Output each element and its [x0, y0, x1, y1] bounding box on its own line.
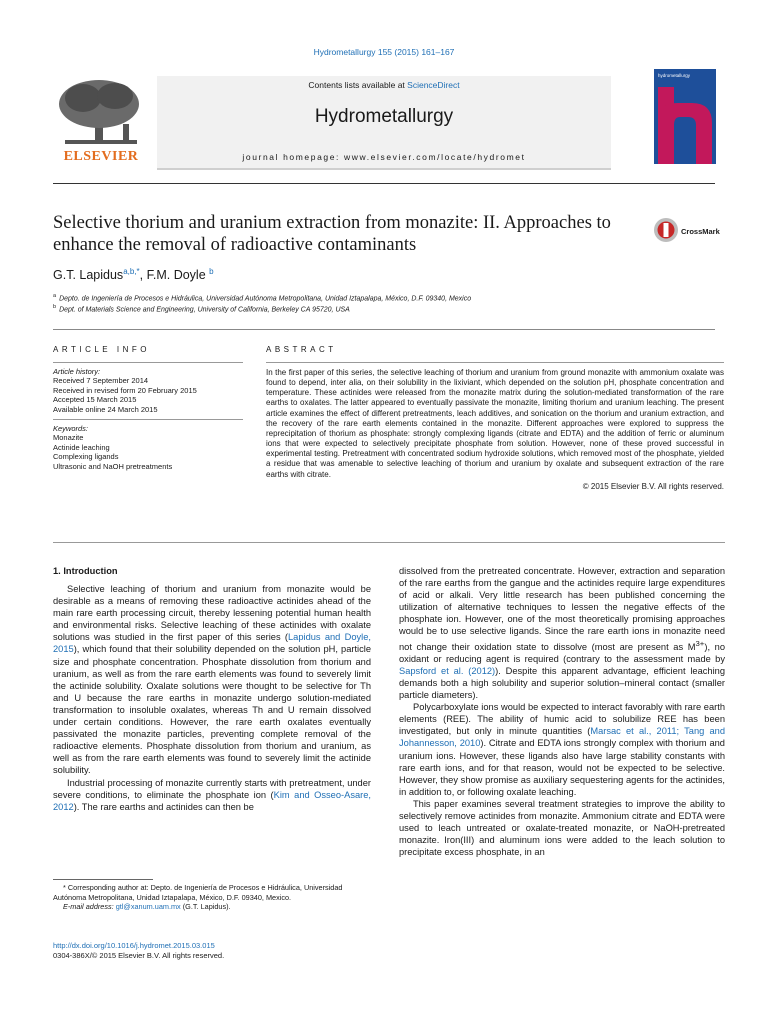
tree-icon [53, 76, 149, 148]
crossmark-badge[interactable] [653, 216, 728, 246]
article-info-heading: ARTICLE INFO [53, 345, 150, 354]
history-accepted: Accepted 15 March 2015 [53, 395, 137, 405]
keywords-label: Keywords: [53, 424, 89, 434]
affiliation-text: Depto. de Ingeniería de Procesos e Hidráulica, Universidad Autónoma Metropolitana, Unidad Iztapalapa, México, D.F. 09340, Mexico [59, 295, 472, 303]
author-name: G.T. Lapidus [53, 268, 124, 283]
author-separator: , [139, 268, 147, 283]
contents-line [157, 80, 611, 90]
body-paragraph: This paper examines several treatment strategies to improve the ability to selectively remove actinides from monazite. Ammonium citrate and EDTA were used to leach untreated or oxalate-treated monazite, or NaOH-pretreated monazite. Iron(III) and aluminum ions were added to the leach solution to precipitate excess phosphate, in an [399, 798, 725, 858]
paragraph-text: ), which found that their solubility depended on the solution pH, particle size and phosphate concentration. Phosphate dissolution from thorium and uranium, as well as from the rare earth elements was found to severely limit the actinide solubility. Oxalate solutions were thought to be selective for Th and U because the rare earths in monazite undergo solution-mediated transformation to insoluble oxalates, whereas Th and U remain dissolved under certain conditions. However, the rare earth oxalates eventually passivated the monazite particles, preventing complete removal of the radioactive elements. Phosphate dissolution from thorium and uranium, as well as from the rare earth elements was found to severely limit the actinide solubility. [53, 644, 371, 776]
citation-link[interactable]: Kim and Osseo-Asare, 2012 [53, 789, 371, 812]
citation-link[interactable]: Lapidus and Doyle, 2015 [53, 632, 371, 655]
email-link[interactable]: gtl@xanum.uam.mx [115, 902, 181, 912]
author-name: F.M. Doyle [146, 268, 206, 283]
abstract-bottom-rule [53, 542, 725, 543]
crossmark-icon [653, 216, 679, 244]
contents-prefix: Contents lists available at [308, 80, 408, 90]
info-rule [53, 362, 243, 363]
keywords-list [53, 424, 243, 471]
crossmark-label: CrossMark [681, 227, 720, 236]
affil-mark: b [53, 304, 57, 310]
history-label: Article history: [53, 367, 101, 376]
paragraph-text: Selective leaching of thorium and uranium from monazite would be desirable as a means of removing these radioactive actinides ahead of the main rare earth processing circuit, thereby lessening potential human health and environmental risks. Selective leaching of these actinides with oxalate solutions was studied in the first paper of this series ( [53, 584, 371, 643]
sciencedirect-link[interactable]: ScienceDirect [407, 80, 460, 90]
article-history [53, 367, 243, 414]
masthead-journal-title: Hydrometallurgy [314, 106, 454, 127]
affil-mark-text[interactable]: a,b, [123, 267, 137, 276]
keywords-rule [53, 419, 243, 420]
journal-cover-thumbnail[interactable] [654, 69, 716, 164]
masthead-banner [157, 76, 611, 170]
journal-masthead [53, 73, 715, 168]
body-paragraph [399, 701, 725, 798]
doi-block [53, 941, 224, 961]
author-affil-marks[interactable] [123, 267, 139, 276]
elsevier-wordmark: ELSEVIER [63, 149, 139, 164]
paragraph-text: Industrial processing of monazite currently starts with pretreatment, under severe conditions, to eliminate the phosphate ion ( [53, 777, 371, 800]
article-title: Selective thorium and uranium extraction from monazite: II. Approaches to enhance the removal of radioactive contaminants [53, 213, 611, 255]
paragraph-text: dissolved from the pretreated concentrate. However, extraction and separation of the rare earths from the gangue and the actinides require large expenditures of acid or alkali. Very little research has been published concerning the utilization of alternative techniques to lessen the negative effects of the phosphate ion. However, one of the most theoretically promising approaches would be to use selective ligands. Since the rare earth ions in monazite need not change their oxidation state to dissolve (most are present as M [399, 566, 725, 652]
affil-mark: a [53, 293, 57, 299]
history-received: Received 7 September 2014 [53, 376, 149, 386]
corresponding-star[interactable]: * [136, 267, 140, 276]
author-list [53, 267, 214, 282]
citation-link[interactable]: Sapsford et al. (2012) [399, 665, 496, 676]
abstract-copyright: © 2015 Elsevier B.V. All rights reserved. [582, 481, 724, 491]
abstract-text: In the first paper of this series, the selective leaching of thorium and uranium from ground monazite with ammonium oxalate was found to depend, inter alia, on their solubility in the lixiviant, which depended on the solution pH, phosphate concentration and temperature. These actinides were released from the monazite matrix during the solution-mediated transformation of the rare earths to oxalates. The latter appeared to eventually passivate the monazite, limiting thorium and uranium leaching. The present article examines the effect of different pretreatments, leach additives, and sonication on the thorium and uranium extraction, and the recovery of the rare earth elements contained in the monazite. Different approaches were explored to suppress the reprecipitation of thorium as phosphate: strongly complexing ligands (citrate and EDTA) and the addition of ferric or aluminum ions that were expected to selectively precipitate phosphate from solution. However, none of these proved successful in experimental testing. Pretreatment with concentrated sodium hydroxide solutions, which removed most of the phosphate, yielded a residue that was amenable to selective leaching of thorium and uranium by oxalate and subsequent extraction of the rare earths with citrate. [266, 368, 724, 479]
body-paragraph [53, 777, 371, 813]
paragraph-text: Polycarboxylate ions would be expected to interact favorably with rare earth elements (REE). The ability of humic acid to solubilize REE has been investigated, but only in minute quantities ( [399, 702, 725, 737]
affiliation-text: Dept. of Materials Science and Engineering, University of California, Berkeley CA 95720, USA [59, 306, 350, 314]
body-paragraph [399, 565, 725, 701]
footnote-star: * [63, 883, 66, 892]
footnote-rule [53, 879, 153, 880]
keyword-item: Actinide leaching [53, 442, 110, 452]
body-paragraph [53, 583, 371, 777]
affiliation-a [53, 293, 471, 302]
corresponding-author-footnote [53, 883, 371, 912]
paragraph-text: ). Citrate and EDTA ions strongly complex with thorium and uranium ions. However, these ligands also have large stability constants with rare earth ions, and for that reason, would not be expected to be selective. However, they show promise as auxiliary sequestering agents for the actinides, in addition to, or following oxalate leaching. [399, 738, 725, 797]
keyword-item: Monazite [53, 433, 84, 443]
doi-link[interactable]: http://dx.doi.org/10.1016/j.hydromet.2015.03.015 [53, 941, 215, 950]
article-info-panel [53, 345, 243, 471]
body-right-column [399, 565, 725, 858]
paragraph-text: ). Despite this apparent advantage, efficient leaching demands both a high solubility and superior solution–mineral contact (smaller particle diameters). [399, 665, 725, 701]
cover-label: hydrometallurgy [658, 73, 691, 78]
header-rule [53, 183, 715, 184]
journal-homepage-link[interactable]: journal homepage: www.elsevier.com/locate/hydromet [242, 152, 526, 162]
paragraph-text: ), no oxidant or reducing agent is required (contrary to the assessment made by [399, 641, 726, 664]
footnote-text: Corresponding author at: Depto. de Ingeniería de Procesos e Hidráulica, Universidad Autónoma Metropolitana, Unidad Iztapalapa, México, D.F. 09340, Mexico. [53, 883, 343, 902]
abstract-panel [266, 345, 724, 491]
elsevier-tree-logo [53, 76, 149, 168]
history-revised: Received in revised form 20 February 2015 [53, 385, 197, 395]
citation-link[interactable]: Marsac et al., 2011; Tang and Johannesson, 2010 [399, 726, 725, 749]
history-online: Available online 24 March 2015 [53, 404, 158, 414]
body-left-column [53, 583, 371, 813]
cover-hm-monogram-icon [654, 69, 716, 164]
email-suffix: (G.T. Lapidus). [180, 902, 231, 912]
section-heading-introduction: 1. Introduction [53, 566, 118, 576]
email-label: E-mail address: [63, 902, 116, 912]
charge-superscript: 3+ [695, 638, 705, 648]
abstract-heading: ABSTRACT [266, 345, 337, 354]
abstract-rule [266, 362, 724, 363]
journal-reference-link[interactable]: Hydrometallurgy 155 (2015) 161–167 [313, 47, 455, 57]
author-affil-marks[interactable]: b [209, 267, 214, 276]
section-rule [53, 329, 715, 330]
issn-copyright: 0304-386X/© 2015 Elsevier B.V. All rights reserved. [53, 951, 225, 960]
affiliation-b [53, 304, 350, 313]
paragraph-text: ). The rare earths and actinides can then be [73, 801, 254, 812]
keyword-item: Ultrasonic and NaOH pretreatments [53, 461, 173, 471]
keyword-item: Complexing ligands [53, 452, 119, 462]
